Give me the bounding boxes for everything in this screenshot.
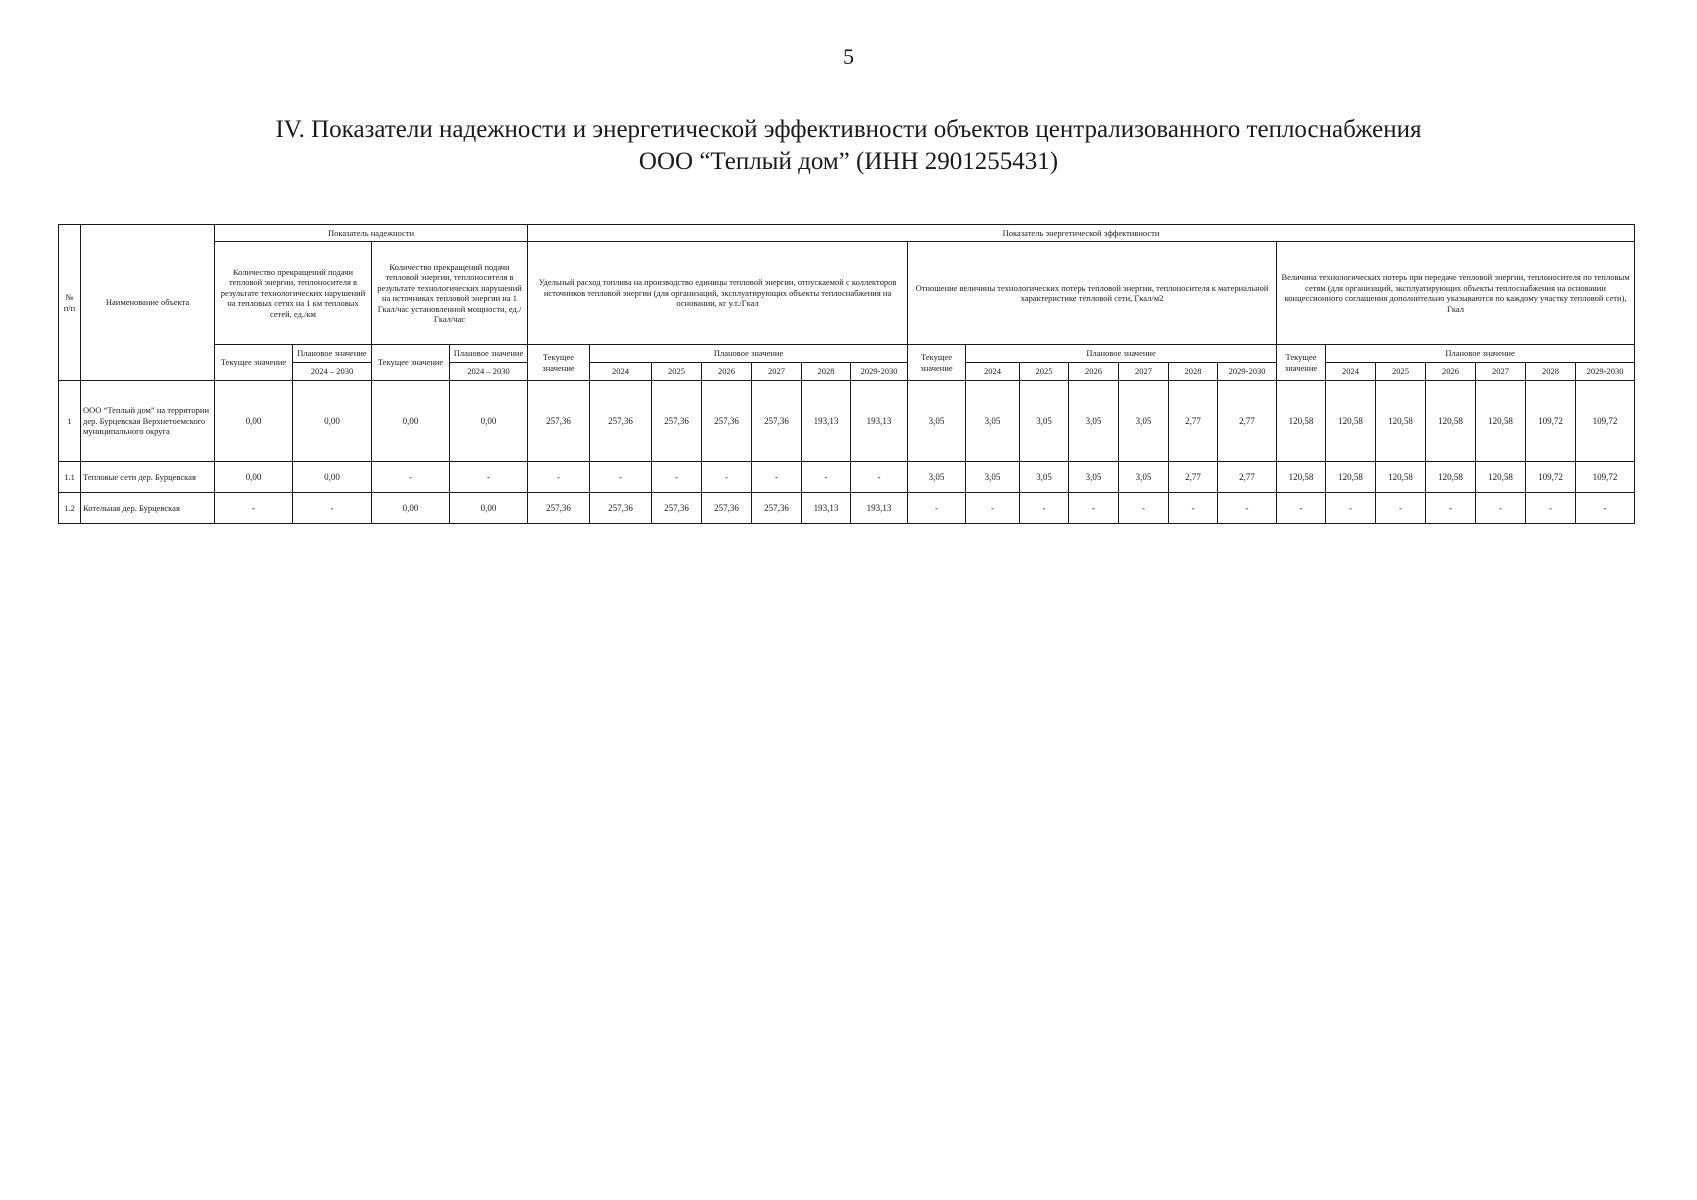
cell-eff3-year: 120,58 bbox=[1376, 462, 1426, 493]
cell-eff1-year: 257,36 bbox=[752, 493, 802, 524]
cell-eff2-year: 3,05 bbox=[966, 381, 1020, 462]
header-eff2-year: 2028 bbox=[1169, 363, 1218, 381]
cell-eff1-year: 193,13 bbox=[851, 381, 908, 462]
cell-rel2-current: - bbox=[372, 462, 450, 493]
cell-eff1-year: - bbox=[851, 462, 908, 493]
cell-eff1-year: 257,36 bbox=[590, 381, 652, 462]
header-eff1-year: 2028 bbox=[802, 363, 851, 381]
cell-eff2-year: 3,05 bbox=[1020, 462, 1069, 493]
cell-eff1-year: 257,36 bbox=[752, 381, 802, 462]
cell-eff3-year: 109,72 bbox=[1526, 462, 1576, 493]
cell-eff1-year: - bbox=[802, 462, 851, 493]
header-num: № п/п bbox=[59, 225, 81, 381]
cell-eff2-year: 3,05 bbox=[1069, 381, 1119, 462]
header-rel2-current: Текущее значение bbox=[372, 345, 450, 381]
cell-eff2-year: 2,77 bbox=[1218, 381, 1277, 462]
cell-eff2-year: - bbox=[1020, 493, 1069, 524]
cell-eff1-year: 257,36 bbox=[652, 493, 702, 524]
table-row bbox=[59, 462, 1635, 493]
header-eff1-year: 2024 bbox=[590, 363, 652, 381]
cell-rel1-planned: - bbox=[293, 493, 372, 524]
cell-rel2-planned: 0,00 bbox=[450, 381, 528, 462]
header-eff3-planned: Плановое значение bbox=[1326, 345, 1635, 363]
header-rel2-period: 2024 – 2030 bbox=[450, 363, 528, 381]
header-eff1-year: 2025 bbox=[652, 363, 702, 381]
cell-eff3-year: 109,72 bbox=[1576, 462, 1635, 493]
cell-rel2-current: 0,00 bbox=[372, 381, 450, 462]
header-rel2-planned: Плановое значение bbox=[450, 345, 528, 363]
header-eff1-year: 2029-2030 bbox=[851, 363, 908, 381]
header-group-reliability: Показатель надежности bbox=[215, 225, 528, 242]
cell-eff3-year: - bbox=[1576, 493, 1635, 524]
table-row bbox=[59, 493, 1635, 524]
cell-eff3-year: 120,58 bbox=[1476, 462, 1526, 493]
cell-rel1-current: 0,00 bbox=[215, 381, 293, 462]
cell-rel1-current: 0,00 bbox=[215, 462, 293, 493]
cell-eff3-year: 120,58 bbox=[1376, 381, 1426, 462]
cell-eff3-year: 120,58 bbox=[1326, 462, 1376, 493]
cell-eff1-year: 193,13 bbox=[802, 381, 851, 462]
header-eff2-year: 2027 bbox=[1119, 363, 1169, 381]
cell-eff2-year: - bbox=[1069, 493, 1119, 524]
header-rel1-desc: Количество прекращений подачи тепловой энергии, теплоносителя в результате технологических нарушений на тепловых сетях на 1 км тепловых сетей, ед./км bbox=[215, 242, 372, 345]
cell-eff1-year: 193,13 bbox=[802, 493, 851, 524]
cell-eff2-year: 2,77 bbox=[1169, 381, 1218, 462]
header-eff1-current: Текущее значение bbox=[528, 345, 590, 381]
cell-eff2-year: - bbox=[1169, 493, 1218, 524]
cell-eff3-current: - bbox=[1277, 493, 1326, 524]
cell-eff3-year: - bbox=[1376, 493, 1426, 524]
header-eff3-year: 2029-2030 bbox=[1576, 363, 1635, 381]
cell-eff3-year: 120,58 bbox=[1426, 462, 1476, 493]
cell-rel1-current: - bbox=[215, 493, 293, 524]
cell-eff1-current: - bbox=[528, 462, 590, 493]
header-eff2-current: Текущее значение bbox=[908, 345, 966, 381]
cell-eff2-current: 3,05 bbox=[908, 462, 966, 493]
cell-eff2-year: 2,77 bbox=[1169, 462, 1218, 493]
header-eff1-desc: Удельный расход топлива на производство единицы тепловой энергии, отпускаемой с коллекторов источников тепловой энергии (для организаций, эксплуатирующих объекты теплоснабжения на основании, кг у.т./Гкал bbox=[528, 242, 908, 345]
header-eff2-year: 2025 bbox=[1020, 363, 1069, 381]
cell-eff2-year: - bbox=[1218, 493, 1277, 524]
cell-eff1-current: 257,36 bbox=[528, 493, 590, 524]
cell-eff3-year: 120,58 bbox=[1326, 381, 1376, 462]
cell-eff1-year: - bbox=[652, 462, 702, 493]
cell-rel2-current: 0,00 bbox=[372, 493, 450, 524]
header-eff2-year: 2026 bbox=[1069, 363, 1119, 381]
cell-rel1-planned: 0,00 bbox=[293, 462, 372, 493]
page-number: 5 bbox=[843, 44, 854, 69]
title-line-1: IV. Показатели надежности и энергетической эффективности объектов централизованного теплоснабжения bbox=[275, 116, 1422, 143]
header-eff2-year: 2029-2030 bbox=[1218, 363, 1277, 381]
row-name: Котельная дер. Бурцевская bbox=[81, 493, 215, 524]
cell-rel2-planned: - bbox=[450, 462, 528, 493]
header-eff3-desc: Величина технологических потерь при передаче тепловой энергии, теплоносителя по тепловым сетям (для организаций, эксплуатирующих объекты теплоснабжения на основании концессионного соглашения дополнительно указываются по каждому участку тепловой сети), Гкал bbox=[1277, 242, 1635, 345]
cell-eff1-year: - bbox=[702, 462, 752, 493]
cell-eff2-year: 3,05 bbox=[1119, 462, 1169, 493]
header-eff3-current: Текущее значение bbox=[1277, 345, 1326, 381]
cell-eff1-year: - bbox=[752, 462, 802, 493]
header-eff3-year: 2028 bbox=[1526, 363, 1576, 381]
header-eff1-year: 2027 bbox=[752, 363, 802, 381]
cell-eff1-year: - bbox=[590, 462, 652, 493]
header-rel1-period: 2024 – 2030 bbox=[293, 363, 372, 381]
header-group-efficiency: Показатель энергетической эффективности bbox=[528, 225, 1635, 242]
cell-eff2-year: 3,05 bbox=[1119, 381, 1169, 462]
cell-eff1-year: 257,36 bbox=[652, 381, 702, 462]
row-num: 1.2 bbox=[59, 493, 81, 524]
cell-eff2-current: 3,05 bbox=[908, 381, 966, 462]
cell-eff3-year: 109,72 bbox=[1576, 381, 1635, 462]
header-eff2-year: 2024 bbox=[966, 363, 1020, 381]
cell-eff3-year: - bbox=[1526, 493, 1576, 524]
cell-eff1-year: 193,13 bbox=[851, 493, 908, 524]
cell-eff3-year: - bbox=[1326, 493, 1376, 524]
cell-eff3-year: 120,58 bbox=[1426, 381, 1476, 462]
row-num: 1 bbox=[59, 381, 81, 462]
header-eff3-year: 2027 bbox=[1476, 363, 1526, 381]
cell-eff2-year: 3,05 bbox=[1020, 381, 1069, 462]
row-num: 1.1 bbox=[59, 462, 81, 493]
cell-eff2-year: 3,05 bbox=[1069, 462, 1119, 493]
cell-eff2-current: - bbox=[908, 493, 966, 524]
cell-eff3-year: 109,72 bbox=[1526, 381, 1576, 462]
cell-eff1-year: 257,36 bbox=[590, 493, 652, 524]
cell-eff2-year: - bbox=[966, 493, 1020, 524]
header-rel2-desc: Количество прекращений подачи тепловой энергии, теплоносителя в результате технологических нарушений на источниках тепловой энергии на 1 Гкал/час установленной мощности, ед./Гкал/час bbox=[372, 242, 528, 345]
cell-eff1-year: 257,36 bbox=[702, 493, 752, 524]
cell-eff2-year: 2,77 bbox=[1218, 462, 1277, 493]
cell-eff2-year: 3,05 bbox=[966, 462, 1020, 493]
header-rel1-planned: Плановое значение bbox=[293, 345, 372, 363]
cell-eff3-current: 120,58 bbox=[1277, 381, 1326, 462]
row-name: Тепловые сети дер. Бурцевская bbox=[81, 462, 215, 493]
header-eff2-desc: Отношение величины технологических потерь тепловой энергии, теплоносителя к материальной характеристике тепловой сети, Гкал/м2 bbox=[908, 242, 1277, 345]
cell-rel2-planned: 0,00 bbox=[450, 493, 528, 524]
document-title bbox=[0, 114, 1697, 178]
header-eff1-year: 2026 bbox=[702, 363, 752, 381]
cell-eff3-year: - bbox=[1426, 493, 1476, 524]
cell-eff3-year: 120,58 bbox=[1476, 381, 1526, 462]
cell-eff3-year: - bbox=[1476, 493, 1526, 524]
cell-eff1-current: 257,36 bbox=[528, 381, 590, 462]
header-eff2-planned: Плановое значение bbox=[966, 345, 1277, 363]
header-eff3-year: 2025 bbox=[1376, 363, 1426, 381]
cell-eff1-year: 257,36 bbox=[702, 381, 752, 462]
header-eff3-year: 2026 bbox=[1426, 363, 1476, 381]
header-name: Наименование объекта bbox=[81, 225, 215, 381]
header-eff3-year: 2024 bbox=[1326, 363, 1376, 381]
header-eff1-planned: Плановое значение bbox=[590, 345, 908, 363]
indicators-table bbox=[58, 224, 1635, 524]
header-rel1-current: Текущее значение bbox=[215, 345, 293, 381]
cell-eff2-year: - bbox=[1119, 493, 1169, 524]
title-line-2: ООО “Теплый дом” (ИНН 2901255431) bbox=[638, 148, 1059, 175]
table-row bbox=[59, 381, 1635, 462]
cell-eff3-current: 120,58 bbox=[1277, 462, 1326, 493]
cell-rel1-planned: 0,00 bbox=[293, 381, 372, 462]
row-name: ООО “Теплый дом” на территории дер. Бурцевская Верхнетоемского муниципального округа bbox=[81, 381, 215, 462]
